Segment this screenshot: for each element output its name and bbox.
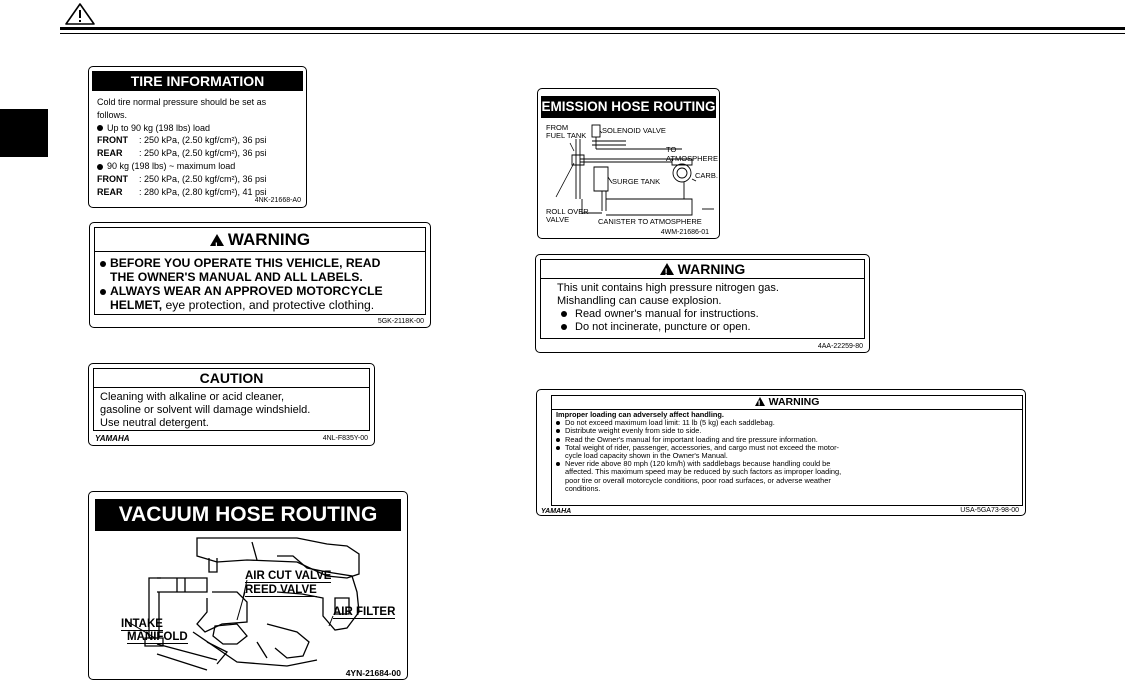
warning3-code: USA-5GA73-98-00 <box>960 507 1019 514</box>
warning1-body: BEFORE YOU OPERATE THIS VEHICLE, READ THE OWNER'S MANUAL AND ALL LABELS. ALWAYS WEAR AN APPROVED MOTORCYCLE HELMET, eye protection, and protective clothing. <box>100 256 383 312</box>
warning-triangle-icon <box>64 2 96 26</box>
warning-label-helmet <box>89 222 431 328</box>
bullet-icon <box>556 421 560 425</box>
warning2-code: 4AA-22259-80 <box>817 343 863 350</box>
emission-to-atm: TO ATMOSPHERE <box>666 145 718 163</box>
warning3-brand: YAMAHA <box>541 508 572 515</box>
bullet-icon <box>561 324 567 330</box>
bullet-icon <box>556 429 560 433</box>
warning-triangle-icon <box>210 234 224 246</box>
vacuum-label-air-cut: AIR CUT VALVE <box>245 570 332 582</box>
bullet-icon <box>100 261 106 267</box>
tire-intro-1: Cold tire normal pressure should be set as <box>97 97 267 107</box>
emission-surge: SURGE TANK <box>612 177 661 186</box>
warning-triangle-icon <box>660 263 674 275</box>
emission-solenoid: SOLENOID VALVE <box>602 126 666 135</box>
tire-info-title: TIRE INFORMATION <box>92 71 303 91</box>
tire-front-1: FRONT : 250 kPa, (2.50 kgf/cm²), 36 psi <box>97 135 267 146</box>
vacuum-label-intake: INTAKE MANIFOLD <box>121 618 188 643</box>
tire-load-2: 90 kg (198 lbs) ~ maximum load <box>97 160 267 173</box>
warning3-title: !WARNING <box>552 396 1022 410</box>
bullet-icon <box>100 289 106 295</box>
bullet-icon <box>97 125 103 131</box>
emission-rollover: ROLL OVER VALVE <box>546 207 589 224</box>
vacuum-hose-routing-label <box>88 491 408 680</box>
bullet-icon <box>556 438 560 442</box>
tire-info-code: 4NK-21668-A0 <box>254 197 301 204</box>
bullet-icon <box>97 164 103 170</box>
warning1-frame <box>94 227 426 315</box>
warning2-body: This unit contains high pressure nitrogen gas. Mishandling can cause explosion. Read owner's manual for instructions. Do not incinerate, puncture or open. <box>557 282 779 333</box>
side-tab <box>0 109 48 157</box>
warning1-code: 5GK-2118K-00 <box>377 318 424 325</box>
caution-frame <box>93 368 370 431</box>
caution-body: Cleaning with alkaline or acid cleaner, gasoline or solvent will damage windshield. Use neutral detergent. <box>100 391 311 429</box>
emission-code: 4WM-21686-01 <box>660 229 709 236</box>
vacuum-label-reed: REED VALVE <box>245 584 317 596</box>
emission-canister: CANISTER TO ATMOSPHERE <box>598 217 702 226</box>
emission-hose-routing-label <box>537 88 720 239</box>
emission-title: EMISSION HOSE ROUTING <box>541 96 716 118</box>
tire-info-body <box>97 96 267 198</box>
bullet-icon <box>556 462 560 466</box>
header-rule-thin <box>60 33 1125 34</box>
bullet-icon <box>556 446 560 450</box>
warning2-title: !WARNING <box>541 261 864 279</box>
caution-code: 4NL-F835Y-00 <box>322 435 368 442</box>
bullet-icon <box>561 311 567 317</box>
tire-intro-2: follows. <box>97 109 128 120</box>
vacuum-code: 4YN-21684-00 <box>345 668 401 678</box>
tire-rear-2: REAR : 280 kPa, (2.80 kgf/cm²), 41 psi <box>97 186 267 197</box>
vacuum-title: VACUUM HOSE ROUTING <box>95 499 401 531</box>
tire-load-1: Up to 90 kg (198 lbs) load <box>97 122 267 135</box>
caution-label <box>88 363 375 446</box>
warning3-body: Improper loading can adversely affect handling. Do not exceed maximum load limit: 11 lb (5 kg) each saddlebag. Distribute weight evenly from side to side. Read the Owner's manual for important loading and tire pressure information. Total weight of rider, passenger, accessories, and cargo must not exceed the motor- cycle load capacity shown in the Owner's Manual. Never ride above 80 mph (120 km/h) with saddlebags because handling could be affected. This maximum speed may be reduced by such factors as improper loading, poor tire or overall motorcycle conditions, poor road surfaces, or adverse weather conditions. <box>556 410 842 493</box>
tire-information-label <box>88 66 307 208</box>
vacuum-diagram <box>97 532 401 672</box>
tire-rear-1: REAR : 250 kPa, (2.50 kgf/cm²), 36 psi <box>97 148 267 159</box>
warning-label-nitrogen <box>535 254 870 353</box>
warning1-title: !WARNING <box>95 229 425 252</box>
warning2-frame <box>540 259 865 339</box>
caution-brand: YAMAHA <box>95 434 130 443</box>
warning-label-loading <box>536 389 1026 516</box>
header-rule-thick <box>60 27 1125 30</box>
warning3-frame <box>551 395 1023 506</box>
emission-carb: CARB. <box>695 171 718 180</box>
vacuum-label-air-filter: AIR FILTER <box>333 606 396 618</box>
emission-from: FROM FUEL TANK <box>546 123 587 140</box>
warning-triangle-icon <box>755 397 765 406</box>
caution-title: CAUTION <box>94 369 369 388</box>
tire-front-2: FRONT : 250 kPa, (2.50 kgf/cm²), 36 psi <box>97 173 267 184</box>
